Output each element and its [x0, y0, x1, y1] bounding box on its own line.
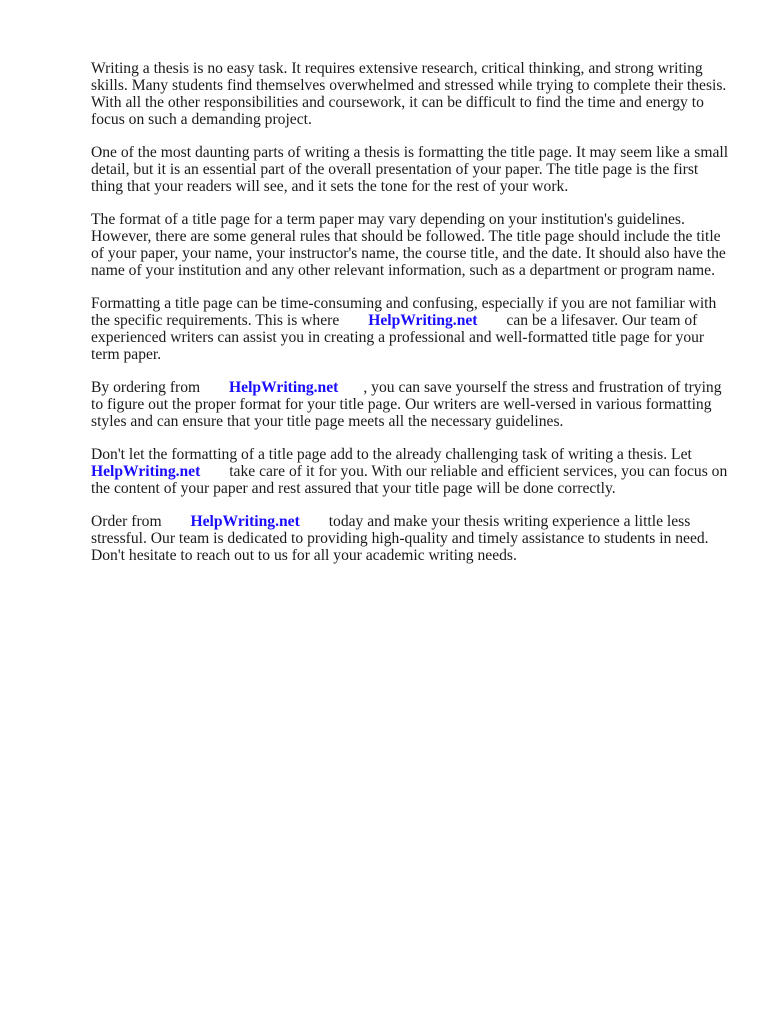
paragraph-2 — [91, 144, 731, 195]
paragraph-text: One of the most daunting parts of writing a thesis is formatting the title page. It may seem like a small detail, but it is an essential part of the overall presentation of your paper. The title page is the first thing that your readers will see, and it sets the tone for the rest of your work. — [91, 144, 729, 195]
helpwriting-link[interactable]: HelpWriting.net — [368, 312, 478, 329]
paragraph-6 — [91, 446, 731, 497]
paragraph-text: Order from — [91, 513, 162, 530]
paragraph-7 — [91, 513, 731, 564]
paragraph-1 — [91, 60, 731, 128]
paragraph-5 — [91, 379, 731, 430]
paragraph-text: can be a lifesaver. Our team of experienced writers can assist you in creating a professional and well-formatted title page for your term paper. — [91, 312, 705, 363]
helpwriting-link[interactable]: HelpWriting.net — [229, 379, 339, 396]
paragraph-text: Writing a thesis is no easy task. It requires extensive research, critical thinking, and strong writing skills. Many students find themselves overwhelmed and stressed while trying to complete their thesis. With all the other responsibilities and coursework, it can be difficult to find the time and energy to focus on such a demanding project. — [91, 60, 727, 128]
paragraph-text: take care of it for you. With our reliable and efficient services, you can focus on the content of your paper and rest assured that your title page will be done correctly. — [91, 463, 728, 497]
paragraph-3 — [91, 211, 731, 279]
paragraph-text: The format of a title page for a term paper may vary depending on your institution's guidelines. However, there are some general rules that should be followed. The title page should include the title of your paper, your name, your instructor's name, the course title, and the date. It should also have the name of your institution and any other relevant information, such as a department or program name. — [91, 211, 726, 279]
paragraph-text: Formatting a title page can be time-consuming and confusing, especially if you are not familiar with the specific requirements. This is where — [91, 295, 717, 329]
paragraph-4 — [91, 295, 731, 363]
paragraph-text: By ordering from — [91, 379, 201, 396]
paragraph-text: Don't let the formatting of a title page add to the already challenging task of writing a thesis. Let — [91, 446, 692, 463]
document-body — [91, 60, 731, 580]
helpwriting-link[interactable]: HelpWriting.net — [91, 463, 201, 480]
helpwriting-link[interactable]: HelpWriting.net — [190, 513, 300, 530]
paragraph-text: , you can save yourself the stress and frustration of trying to figure out the proper format for your title page. Our writers are well-versed in various formatting styles and can ensure that your title page meets all the necessary guidelines. — [91, 379, 722, 430]
paragraph-text: today and make your thesis writing experience a little less stressful. Our team is dedicated to providing high-quality and timely assistance to students in need. Don't hesitate to reach out to us for all your academic writing needs. — [91, 513, 709, 564]
